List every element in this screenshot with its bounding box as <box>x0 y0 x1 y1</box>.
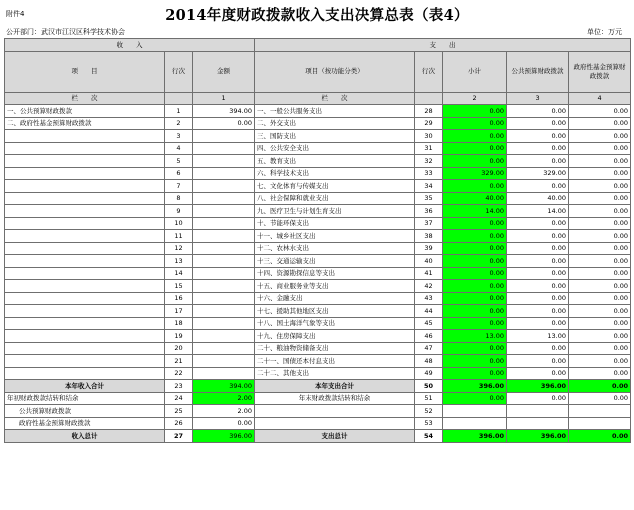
cell-left <box>5 255 165 268</box>
cell-fund: 0.00 <box>569 117 631 130</box>
cell-amount <box>193 367 255 380</box>
cell-subtotal: 0.00 <box>443 355 507 368</box>
cell-fund: 0.00 <box>569 367 631 380</box>
cell-right: 七、文化体育与传媒支出 <box>255 180 415 193</box>
cell-right: 十六、金融支出 <box>255 292 415 305</box>
cell-pub: 0.00 <box>507 180 569 193</box>
cell-left <box>5 267 165 280</box>
cell-pub: 0.00 <box>507 367 569 380</box>
cell-amount <box>193 330 255 343</box>
cell-fund: 0.00 <box>569 192 631 205</box>
expense-total-value: 396.00 <box>443 380 507 393</box>
blank-no-2: 53 <box>415 417 443 430</box>
cell-fund: 0.00 <box>569 355 631 368</box>
cell-subtotal: 0.00 <box>443 217 507 230</box>
cell-amount <box>193 130 255 143</box>
cell-right: 八、社会保障和就业支出 <box>255 192 415 205</box>
cell-left <box>5 230 165 243</box>
carry-fund-value: 0.00 <box>193 417 255 430</box>
expense-total-no: 50 <box>415 380 443 393</box>
cell-right: 十八、国土海洋气象等支出 <box>255 317 415 330</box>
cell-left <box>5 305 165 318</box>
cell-right: 十三、交通运输支出 <box>255 255 415 268</box>
cell-subtotal: 14.00 <box>443 205 507 218</box>
cell-subtotal: 0.00 <box>443 242 507 255</box>
cell-pub: 0.00 <box>507 142 569 155</box>
cell-rno: 46 <box>415 330 443 343</box>
cell-lno: 2 <box>165 117 193 130</box>
cell-lno: 4 <box>165 142 193 155</box>
income-total-label: 本年收入合计 <box>5 380 165 393</box>
table-row <box>5 280 631 293</box>
table-row <box>5 355 631 368</box>
end-sub: 0.00 <box>443 392 507 405</box>
cell-pub: 329.00 <box>507 167 569 180</box>
cell-pub: 0.00 <box>507 267 569 280</box>
cell-left <box>5 342 165 355</box>
item-header: 项 目 <box>5 51 165 92</box>
cell-rno: 47 <box>415 342 443 355</box>
table-row <box>5 167 631 180</box>
cell-subtotal: 329.00 <box>443 167 507 180</box>
table-row <box>5 317 631 330</box>
col-label-2: 栏 次 <box>255 92 415 105</box>
cell-rno: 35 <box>415 192 443 205</box>
annual-total-row <box>5 380 631 393</box>
cell-rno: 45 <box>415 317 443 330</box>
income-total-value: 394.00 <box>193 380 255 393</box>
cell-rno: 30 <box>415 130 443 143</box>
cell-amount: 394.00 <box>193 105 255 118</box>
subtotal-header: 小计 <box>443 51 507 92</box>
cell-rno: 32 <box>415 155 443 168</box>
table-row <box>5 105 631 118</box>
grand-total-row <box>5 430 631 443</box>
cell-lno: 21 <box>165 355 193 368</box>
grand-income-no: 27 <box>165 430 193 443</box>
cell-rno: 28 <box>415 105 443 118</box>
cell-rno: 39 <box>415 242 443 255</box>
table-row <box>5 192 631 205</box>
page-title: 2014年度财政拨款收入支出决算总表（表4） <box>165 7 469 24</box>
cell-lno: 20 <box>165 342 193 355</box>
cell-rno: 49 <box>415 367 443 380</box>
cell-pub: 0.00 <box>507 155 569 168</box>
col-blank-2 <box>415 92 443 105</box>
col-4: 4 <box>569 92 631 105</box>
cell-fund: 0.00 <box>569 305 631 318</box>
cell-fund: 0.00 <box>569 255 631 268</box>
table-row <box>5 305 631 318</box>
cell-left: 二、政府性基金预算财政拨款 <box>5 117 165 130</box>
expense-total-pub: 396.00 <box>507 380 569 393</box>
cell-right: 十、节能环保支出 <box>255 217 415 230</box>
cell-lno: 7 <box>165 180 193 193</box>
table-row <box>5 205 631 218</box>
cell-rno: 34 <box>415 180 443 193</box>
cell-fund: 0.00 <box>569 205 631 218</box>
cell-lno: 5 <box>165 155 193 168</box>
cell-subtotal: 0.00 <box>443 180 507 193</box>
grand-income-value: 396.00 <box>193 430 255 443</box>
cell-fund: 0.00 <box>569 280 631 293</box>
expense-item-header: 项目（按功能分类） <box>255 51 415 92</box>
cell-subtotal: 0.00 <box>443 292 507 305</box>
cell-amount <box>193 342 255 355</box>
cell-amount <box>193 217 255 230</box>
cell-right: 九、医疗卫生与计划生育支出 <box>255 205 415 218</box>
cell-rno: 43 <box>415 292 443 305</box>
row-no-header-2: 行次 <box>415 51 443 92</box>
cell-right: 五、教育支出 <box>255 155 415 168</box>
table-row <box>5 180 631 193</box>
cell-pub: 0.00 <box>507 217 569 230</box>
grand-expense-fund: 0.00 <box>569 430 631 443</box>
cell-amount <box>193 230 255 243</box>
group-header-row <box>5 39 631 52</box>
cell-amount: 0.00 <box>193 117 255 130</box>
cell-amount <box>193 167 255 180</box>
grand-expense-pub: 396.00 <box>507 430 569 443</box>
col-1: 1 <box>193 92 255 105</box>
cell-lno: 13 <box>165 255 193 268</box>
cell-left <box>5 217 165 230</box>
cell-left <box>5 192 165 205</box>
cell-right: 十五、商业服务业等支出 <box>255 280 415 293</box>
cell-fund: 0.00 <box>569 267 631 280</box>
grand-expense-no: 54 <box>415 430 443 443</box>
cell-left <box>5 205 165 218</box>
cell-lno: 22 <box>165 367 193 380</box>
cell-fund: 0.00 <box>569 217 631 230</box>
table-row <box>5 217 631 230</box>
cell-rno: 44 <box>415 305 443 318</box>
grand-income-label: 收入总计 <box>5 430 165 443</box>
table-row <box>5 155 631 168</box>
cell-left <box>5 155 165 168</box>
cell-pub: 0.00 <box>507 280 569 293</box>
cell-amount <box>193 242 255 255</box>
cell-right: 十二、农林水支出 <box>255 242 415 255</box>
cell-pub: 0.00 <box>507 130 569 143</box>
cell-left <box>5 280 165 293</box>
cell-subtotal: 0.00 <box>443 230 507 243</box>
carry-label: 年初财政拨款结转和结余 <box>5 392 165 405</box>
cell-fund: 0.00 <box>569 130 631 143</box>
cell-left: 一、公共预算财政拨款 <box>5 105 165 118</box>
col-3: 3 <box>507 92 569 105</box>
cell-lno: 1 <box>165 105 193 118</box>
cell-right: 二十、粮油物资储备支出 <box>255 342 415 355</box>
cell-pub: 0.00 <box>507 230 569 243</box>
cell-subtotal: 0.00 <box>443 280 507 293</box>
cell-fund: 0.00 <box>569 155 631 168</box>
table-row <box>5 117 631 130</box>
cell-fund: 0.00 <box>569 342 631 355</box>
end-fund: 0.00 <box>569 392 631 405</box>
cell-pub: 13.00 <box>507 330 569 343</box>
cell-lno: 15 <box>165 280 193 293</box>
table-row <box>5 230 631 243</box>
cell-left <box>5 130 165 143</box>
cell-lno: 12 <box>165 242 193 255</box>
cell-lno: 16 <box>165 292 193 305</box>
table-row <box>5 367 631 380</box>
cell-pub: 0.00 <box>507 105 569 118</box>
cell-fund: 0.00 <box>569 242 631 255</box>
cell-subtotal: 0.00 <box>443 130 507 143</box>
cell-amount <box>193 255 255 268</box>
cell-right: 十九、住房保障支出 <box>255 330 415 343</box>
blank-no-1: 52 <box>415 405 443 418</box>
expense-total-label: 本年支出合计 <box>255 380 415 393</box>
cell-fund: 0.00 <box>569 180 631 193</box>
cell-lno: 18 <box>165 317 193 330</box>
cell-rno: 38 <box>415 230 443 243</box>
carry-over-row <box>5 392 631 405</box>
grand-expense-label: 支出总计 <box>255 430 415 443</box>
column-header-row <box>5 51 631 92</box>
carry-value: 2.00 <box>193 392 255 405</box>
cell-left <box>5 367 165 380</box>
cell-pub: 0.00 <box>507 292 569 305</box>
expense-group-header: 支 出 <box>255 39 631 52</box>
cell-pub: 0.00 <box>507 317 569 330</box>
cell-subtotal: 0.00 <box>443 142 507 155</box>
table-row <box>5 255 631 268</box>
cell-subtotal: 13.00 <box>443 330 507 343</box>
cell-pub: 40.00 <box>507 192 569 205</box>
carry-no: 24 <box>165 392 193 405</box>
cell-left <box>5 242 165 255</box>
cell-amount <box>193 305 255 318</box>
cell-pub: 0.00 <box>507 255 569 268</box>
cell-pub: 0.00 <box>507 342 569 355</box>
cell-lno: 3 <box>165 130 193 143</box>
cell-lno: 17 <box>165 305 193 318</box>
cell-fund: 0.00 <box>569 317 631 330</box>
cell-lno: 8 <box>165 192 193 205</box>
cell-pub: 0.00 <box>507 242 569 255</box>
cell-right: 六、科学技术支出 <box>255 167 415 180</box>
table-row <box>5 292 631 305</box>
carry-fund-row <box>5 417 631 430</box>
cell-rno: 31 <box>415 142 443 155</box>
col-2: 2 <box>443 92 507 105</box>
cell-fund: 0.00 <box>569 167 631 180</box>
cell-right: 二、外交支出 <box>255 117 415 130</box>
carry-public-row <box>5 405 631 418</box>
amount-header: 金额 <box>193 51 255 92</box>
carry-fund-no: 26 <box>165 417 193 430</box>
cell-fund: 0.00 <box>569 105 631 118</box>
attachment-label: 附件4 <box>6 10 25 18</box>
cell-fund: 0.00 <box>569 142 631 155</box>
cell-subtotal: 0.00 <box>443 305 507 318</box>
cell-left <box>5 330 165 343</box>
carry-pub-value: 2.00 <box>193 405 255 418</box>
department-label: 公开部门：武汉市江汉区科学技术协会 <box>6 28 125 36</box>
cell-right: 一、一般公共服务支出 <box>255 105 415 118</box>
cell-amount <box>193 205 255 218</box>
cell-subtotal: 0.00 <box>443 367 507 380</box>
cell-lno: 6 <box>165 167 193 180</box>
cell-pub: 0.00 <box>507 305 569 318</box>
expense-total-fund: 0.00 <box>569 380 631 393</box>
cell-left <box>5 180 165 193</box>
cell-fund: 0.00 <box>569 330 631 343</box>
cell-amount <box>193 180 255 193</box>
cell-rno: 48 <box>415 355 443 368</box>
cell-amount <box>193 292 255 305</box>
cell-right: 四、公共安全支出 <box>255 142 415 155</box>
cell-fund: 0.00 <box>569 230 631 243</box>
cell-subtotal: 0.00 <box>443 105 507 118</box>
cell-amount <box>193 280 255 293</box>
cell-rno: 42 <box>415 280 443 293</box>
cell-pub: 14.00 <box>507 205 569 218</box>
cell-amount <box>193 355 255 368</box>
cell-subtotal: 0.00 <box>443 117 507 130</box>
carry-pub-no: 25 <box>165 405 193 418</box>
cell-subtotal: 0.00 <box>443 317 507 330</box>
budget-table <box>4 38 631 443</box>
cell-amount <box>193 192 255 205</box>
cell-subtotal: 0.00 <box>443 255 507 268</box>
table-row <box>5 267 631 280</box>
end-pub: 0.00 <box>507 392 569 405</box>
cell-left <box>5 292 165 305</box>
cell-amount <box>193 267 255 280</box>
table-row <box>5 342 631 355</box>
cell-lno: 14 <box>165 267 193 280</box>
gov-fund-header: 政府性基金预算财政拨款 <box>569 51 631 92</box>
cell-left <box>5 317 165 330</box>
cell-right: 二十二、其他支出 <box>255 367 415 380</box>
cell-subtotal: 40.00 <box>443 192 507 205</box>
cell-right: 十一、城乡社区支出 <box>255 230 415 243</box>
cell-right: 十七、援助其他地区支出 <box>255 305 415 318</box>
cell-amount <box>193 142 255 155</box>
cell-subtotal: 0.00 <box>443 342 507 355</box>
cell-rno: 41 <box>415 267 443 280</box>
table-row <box>5 242 631 255</box>
row-no-header: 行次 <box>165 51 193 92</box>
cell-lno: 11 <box>165 230 193 243</box>
cell-pub: 0.00 <box>507 355 569 368</box>
cell-rno: 29 <box>415 117 443 130</box>
carry-pub-label: 公共预算财政拨款 <box>5 405 165 418</box>
cell-amount <box>193 317 255 330</box>
cell-rno: 36 <box>415 205 443 218</box>
cell-right: 十四、资源勘探信息等支出 <box>255 267 415 280</box>
column-number-row <box>5 92 631 105</box>
cell-left <box>5 355 165 368</box>
income-total-no: 23 <box>165 380 193 393</box>
cell-rno: 33 <box>415 167 443 180</box>
cell-right: 二十一、国债还本付息支出 <box>255 355 415 368</box>
cell-rno: 37 <box>415 217 443 230</box>
carry-fund-label: 政府性基金预算财政拨款 <box>5 417 165 430</box>
cell-right: 三、国防支出 <box>255 130 415 143</box>
col-label: 栏 次 <box>5 92 165 105</box>
unit-label: 单位：万元 <box>587 28 622 36</box>
cell-amount <box>193 155 255 168</box>
cell-rno: 40 <box>415 255 443 268</box>
cell-fund: 0.00 <box>569 292 631 305</box>
col-blank <box>165 92 193 105</box>
end-no: 51 <box>415 392 443 405</box>
cell-subtotal: 0.00 <box>443 155 507 168</box>
cell-pub: 0.00 <box>507 117 569 130</box>
cell-lno: 9 <box>165 205 193 218</box>
public-budget-header: 公共预算财政拨款 <box>507 51 569 92</box>
grand-expense-value: 396.00 <box>443 430 507 443</box>
table-row <box>5 330 631 343</box>
table-row <box>5 142 631 155</box>
income-group-header: 收 入 <box>5 39 255 52</box>
cell-lno: 10 <box>165 217 193 230</box>
table-row <box>5 130 631 143</box>
cell-left <box>5 167 165 180</box>
cell-lno: 19 <box>165 330 193 343</box>
cell-subtotal: 0.00 <box>443 267 507 280</box>
end-label: 年末财政拨款结转和结余 <box>255 392 415 405</box>
cell-left <box>5 142 165 155</box>
